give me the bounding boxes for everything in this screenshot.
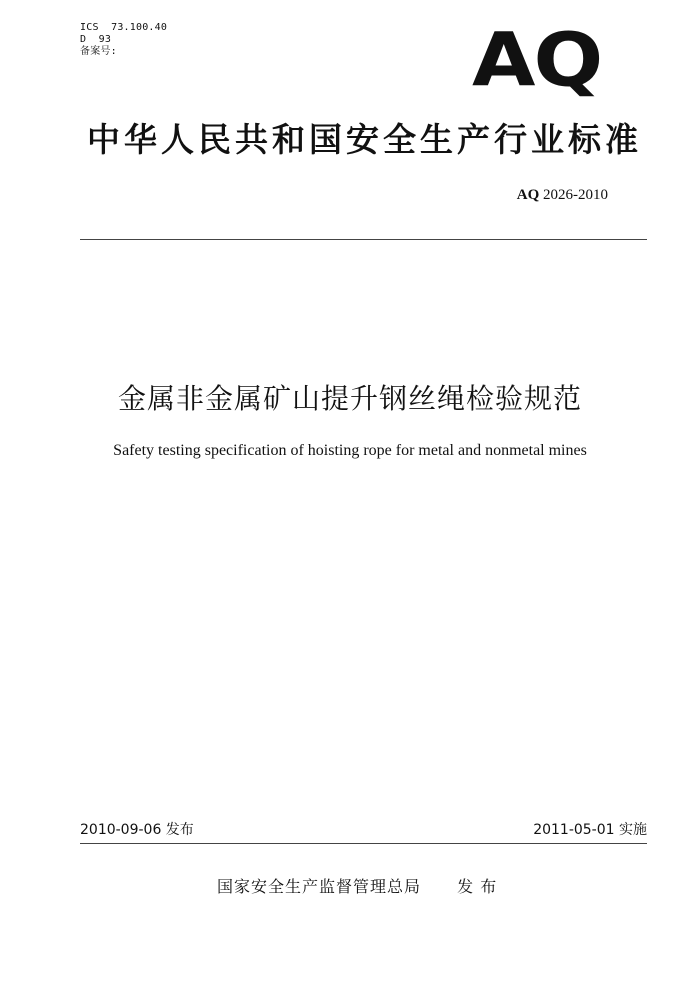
issuer-line [217,876,497,898]
class-code: D 93 [80,34,112,45]
document-title-en: Safety testing specification of hoisting rope for metal and nonmetal mines [113,442,587,459]
classification-block [80,22,167,58]
document-title-cn: 金属非金属矿山提升钢丝绳检验规范 [117,382,582,415]
standard-code-prefix: AQ [516,187,540,203]
bottom-divider [80,843,647,844]
top-divider [80,239,647,240]
implement-date: 2011-05-01 实施 [533,822,647,838]
standard-code-number: 2026-2010 [543,187,608,203]
org-title: 中华人民共和国安全生产行业标准 [87,120,642,159]
issuer-name: 国家安全生产监督管理总局 [217,877,422,896]
record-number-label: 备案号: [80,46,117,57]
aq-logo: AQ [472,18,602,104]
issue-date: 2010-09-06 发布 [80,822,194,838]
issuer-action: 发 布 [457,877,498,896]
standard-code [517,185,608,205]
ics-code: ICS 73.100.40 [80,22,168,33]
